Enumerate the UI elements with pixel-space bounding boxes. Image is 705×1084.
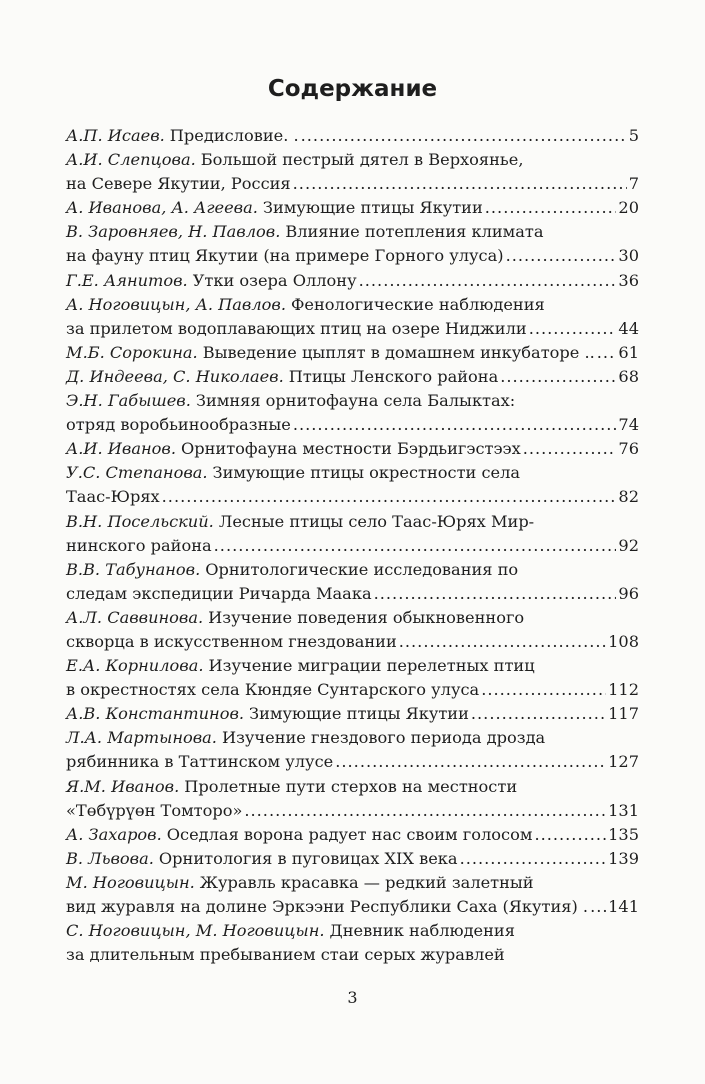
dot-leader <box>500 365 616 389</box>
entry-author: Э.Н. Габышев. <box>66 391 191 411</box>
toc-line <box>66 220 639 244</box>
dot-leader <box>485 196 617 220</box>
toc-line <box>66 389 639 413</box>
entry-author: В.Н. Посельский. <box>66 511 214 531</box>
toc-line <box>66 582 639 606</box>
entry-page-number: 127 <box>608 752 639 772</box>
entry-title-text: за прилетом водоплавающих птиц на озере Ниджили <box>66 318 527 338</box>
entry-author: А.И. Слепцова. <box>66 150 196 170</box>
toc-line <box>66 413 639 437</box>
entry-page-number: 68 <box>618 366 639 386</box>
entry-page-number: 7 <box>628 174 639 194</box>
toc-line <box>66 510 639 534</box>
entry-title-text: Утки озера Оллону <box>192 270 357 290</box>
dot-leader <box>506 244 617 268</box>
toc-entry[interactable] <box>66 365 639 389</box>
entry-author: Д. Индеева, С. Николаев. <box>66 366 284 386</box>
table-of-contents <box>66 124 639 967</box>
toc-entry[interactable] <box>66 823 639 847</box>
toc-entry[interactable] <box>66 293 639 341</box>
toc-line <box>66 124 639 148</box>
toc-entry[interactable] <box>66 341 639 365</box>
entry-page-number: 36 <box>618 270 639 290</box>
toc-entry[interactable] <box>66 847 639 871</box>
dot-leader <box>162 485 617 509</box>
entry-author: А.П. Исаев. <box>66 126 165 145</box>
entry-page-number: 5 <box>628 126 639 145</box>
toc-line <box>66 895 639 919</box>
entry-page-number: 82 <box>618 487 639 507</box>
toc-line <box>66 630 639 654</box>
entry-author: А. Иванова, А. Агеева. <box>66 198 258 218</box>
entry-author: В. Заровняев, Н. Павлов. <box>66 222 281 242</box>
entry-page-number: 76 <box>618 439 639 459</box>
toc-line <box>66 702 639 726</box>
entry-title-text: Фенологические наблюдения <box>290 294 545 314</box>
toc-entry[interactable] <box>66 558 639 606</box>
entry-title-text: Выведение цыплят в домашнем инкубаторе .. <box>202 342 595 362</box>
dot-leader <box>335 750 606 774</box>
entry-author: У.С. Степанова. <box>66 463 208 483</box>
entry-title-text: на Севере Якутии, Россия <box>66 174 291 194</box>
toc-line <box>66 847 639 871</box>
dot-leader <box>293 172 627 196</box>
toc-entry[interactable] <box>66 269 639 293</box>
entry-title-text: скворца в искусственном гнездовании <box>66 631 397 651</box>
entry-title-text: Таас-Юрях <box>66 487 160 507</box>
entry-title-text: Орнитофауна местности Бэрдьигэстээх <box>180 439 521 459</box>
toc-line <box>66 244 639 268</box>
toc-line <box>66 775 639 799</box>
entry-title-text: нинского района <box>66 535 212 555</box>
entry-page-number: 30 <box>618 246 639 266</box>
entry-title-text: на фауну птиц Якутии (на примере Горного улуса) <box>66 246 504 266</box>
entry-title-text: «Төбүрүөн Томторо» <box>66 800 243 820</box>
entry-title-text: Зимняя орнитофауна села Балыктах: <box>195 391 516 411</box>
dot-leader <box>293 413 617 437</box>
dot-leader <box>523 437 617 461</box>
toc-line <box>66 534 639 558</box>
toc-line <box>66 437 639 461</box>
entry-author: С. Ноговицын, М. Ноговицын. <box>66 921 325 941</box>
dot-leader <box>301 124 627 148</box>
toc-entry[interactable] <box>66 461 639 509</box>
toc-line <box>66 148 639 172</box>
dot-leader <box>529 317 617 341</box>
entry-page-number: 20 <box>618 198 639 218</box>
entry-title-text: Изучение гнездового периода дрозда <box>221 728 546 748</box>
entry-title-text: Предисловие. . <box>169 126 299 145</box>
page-number: 3 <box>347 988 358 1007</box>
entry-author: В.В. Табунанов. <box>66 559 201 579</box>
entry-author: М. Ноговицын. <box>66 872 195 892</box>
toc-entry[interactable] <box>66 606 639 654</box>
dot-leader <box>481 678 606 702</box>
entry-author: Г.Е. Аянитов. <box>66 270 188 290</box>
toc-entry[interactable] <box>66 196 639 220</box>
toc-entry[interactable] <box>66 654 639 702</box>
toc-entry[interactable] <box>66 871 639 919</box>
entry-title-text: Изучение поведения обыкновенного <box>208 607 525 627</box>
toc-line <box>66 678 639 702</box>
entry-author: А.В. Константинов. <box>66 704 245 724</box>
toc-entry[interactable] <box>66 124 639 148</box>
entry-author: Я.М. Иванов. <box>66 776 180 796</box>
toc-entry[interactable] <box>66 220 639 268</box>
dot-leader <box>590 895 606 919</box>
entry-page-number: 135 <box>608 824 639 844</box>
dot-leader <box>399 630 606 654</box>
toc-line <box>66 172 639 196</box>
page-title: Содержание <box>267 76 438 102</box>
toc-entry[interactable] <box>66 775 639 823</box>
toc-line <box>66 317 639 341</box>
toc-line <box>66 606 639 630</box>
entry-title-text: Большой пестрый дятел в Верхоянье, <box>200 150 524 170</box>
entry-page-number: 74 <box>618 415 639 435</box>
entry-page-number: 61 <box>618 342 639 362</box>
toc-line <box>66 196 639 220</box>
entry-title-text: Зимующие птицы Якутии <box>249 704 469 724</box>
toc-line <box>66 461 639 485</box>
entry-page-number: 108 <box>608 631 639 651</box>
entry-author: А. Ноговицын, А. Павлов. <box>66 294 286 314</box>
toc-line <box>66 799 639 823</box>
dot-leader <box>374 582 617 606</box>
dot-leader <box>597 341 617 365</box>
entry-title-text: Орнитология в пуговицах XIX века <box>158 848 458 868</box>
entry-author: М.Б. Сорокина. <box>66 342 198 362</box>
entry-title-text: следам экспедиции Ричарда Маака <box>66 583 372 603</box>
entry-title-text: рябинника в Таттинском улусе <box>66 752 334 772</box>
entry-page-number: 96 <box>618 583 639 603</box>
entry-page-number: 112 <box>608 680 639 700</box>
entry-author: А.И. Иванов. <box>66 439 176 459</box>
entry-title-text: Влияние потепления климата <box>285 222 544 242</box>
toc-line <box>66 341 639 365</box>
entry-author: А. Захаров. <box>66 824 162 844</box>
toc-entry[interactable] <box>66 437 639 461</box>
toc-line <box>66 558 639 582</box>
entry-page-number: 139 <box>608 848 639 868</box>
dot-leader <box>244 799 606 823</box>
entry-page-number: 131 <box>608 800 639 820</box>
entry-title-text: Птицы Ленского района <box>288 366 499 386</box>
entry-page-number: 44 <box>618 318 639 338</box>
dot-leader <box>471 702 606 726</box>
entry-title-text: за длительным пребыванием стаи серых журавлей <box>66 945 505 965</box>
toc-line <box>66 943 639 967</box>
toc-line <box>66 823 639 847</box>
toc-line <box>66 485 639 509</box>
entry-title-text: в окрестностях села Кюндяе Сунтарского улуса <box>66 680 480 700</box>
toc-line <box>66 293 639 317</box>
toc-line <box>66 726 639 750</box>
entry-author: Е.А. Корнилова. <box>66 656 204 676</box>
toc-line <box>66 750 639 774</box>
toc-line <box>66 365 639 389</box>
toc-entry[interactable] <box>66 389 639 437</box>
entry-author: В. Львова. <box>66 848 154 868</box>
entry-title-text: вид журавля на долине Эркээни Республики Саха (Якутия) . <box>66 897 589 916</box>
entry-title-text: Лесные птицы село Таас-Юрях Мир- <box>218 511 535 531</box>
entry-title-text: Журавль красавка — редкий залетный <box>199 872 534 892</box>
dot-leader <box>534 823 606 847</box>
toc-entry[interactable] <box>66 726 639 774</box>
entry-title-text: Оседлая ворона радует нас своим голосом <box>166 824 533 844</box>
toc-entry[interactable] <box>66 510 639 558</box>
entry-title-text: Зимующие птицы Якутии <box>262 198 483 218</box>
entry-title-text: Орнитологические исследования по <box>205 559 519 579</box>
entry-author: Л.А. Мартынова. <box>66 728 217 748</box>
toc-entry[interactable] <box>66 919 639 967</box>
entry-title-text: Зимующие птицы окрестности села <box>212 463 521 483</box>
dot-leader <box>359 269 617 293</box>
entry-page-number: 141 <box>608 897 639 916</box>
dot-leader <box>460 847 607 871</box>
toc-line <box>66 871 639 895</box>
entry-page-number: 117 <box>608 704 639 724</box>
toc-line <box>66 269 639 293</box>
entry-title-text: Пролетные пути стерхов на местности <box>184 776 518 796</box>
toc-line <box>66 654 639 678</box>
toc-line <box>66 919 639 943</box>
entry-author: А.Л. Саввинова. <box>66 607 204 627</box>
dot-leader <box>214 534 617 558</box>
entry-title-text: Изучение миграции перелетных птиц <box>208 656 535 676</box>
entry-page-number: 92 <box>618 535 639 555</box>
entry-title-text: Дневник наблюдения <box>329 921 515 941</box>
entry-title-text: отряд воробьинообразные <box>66 415 291 435</box>
toc-entry[interactable] <box>66 702 639 726</box>
toc-entry[interactable] <box>66 148 639 196</box>
